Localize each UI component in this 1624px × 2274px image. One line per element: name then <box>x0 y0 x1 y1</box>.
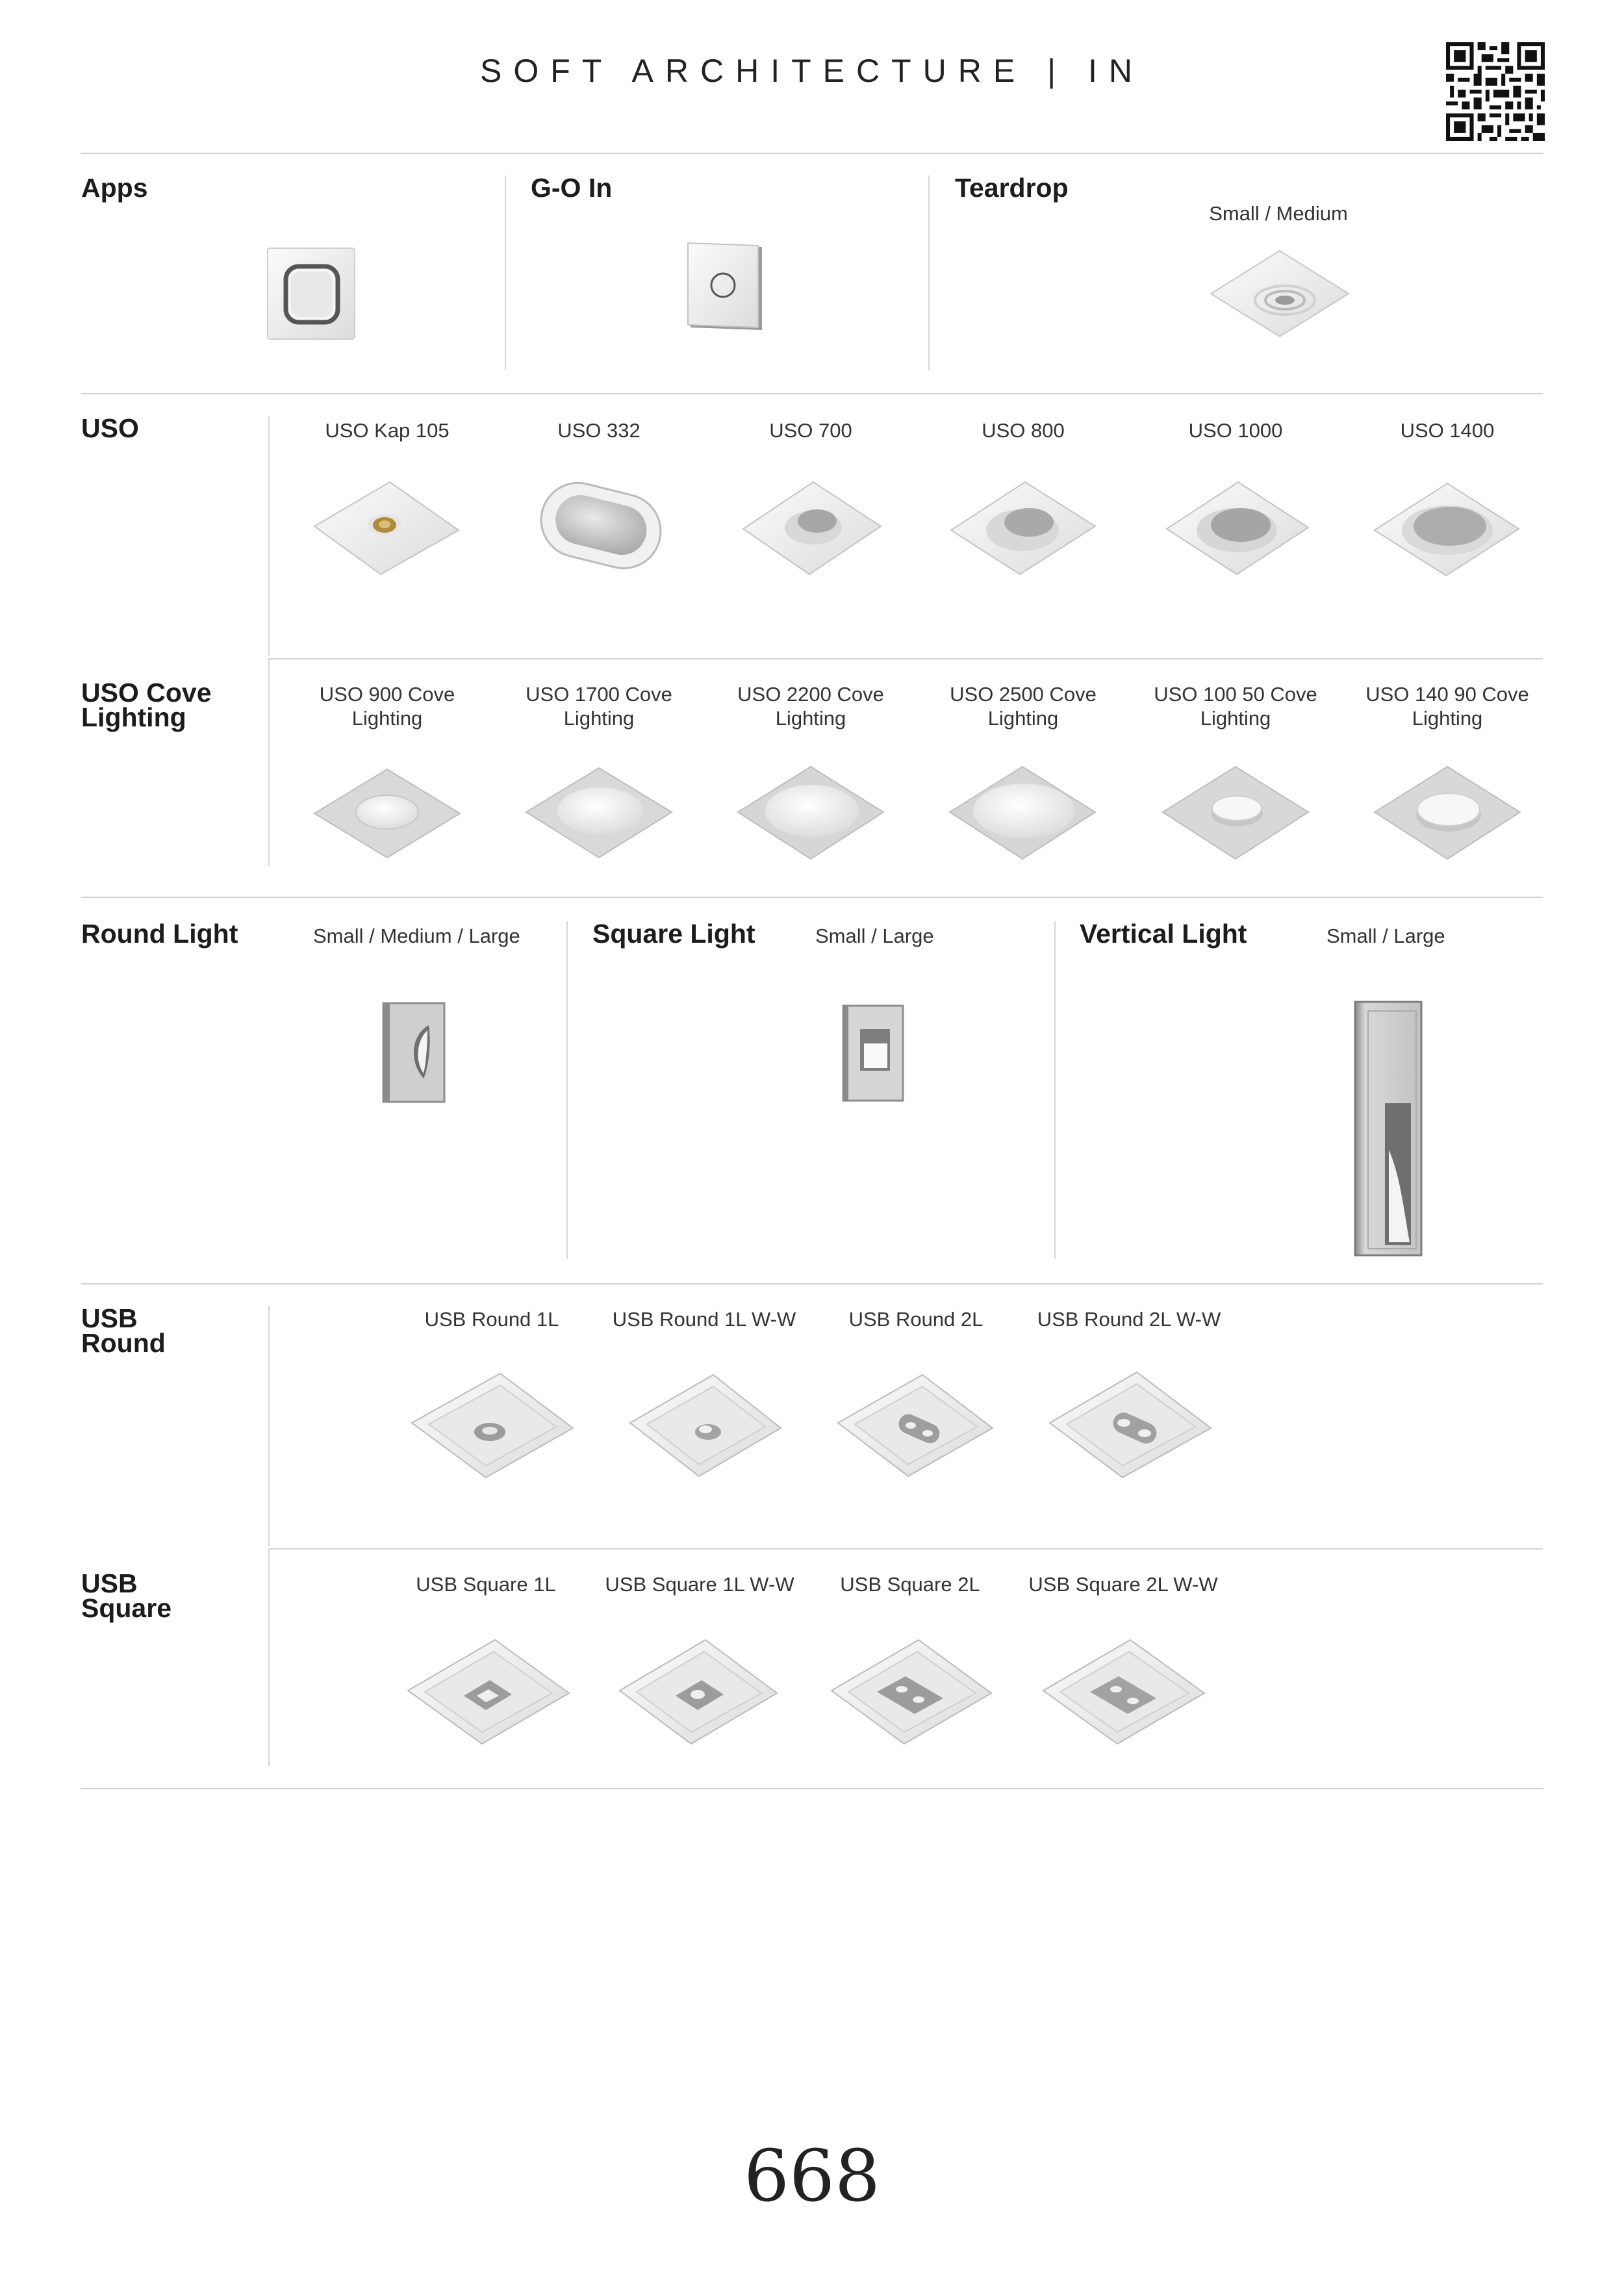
bottom-rule <box>81 1788 1543 1789</box>
divider <box>928 175 930 370</box>
go-in-product-image[interactable] <box>685 242 767 333</box>
uso-800-product-image[interactable] <box>948 479 1098 577</box>
usb-square-2l-product-image[interactable] <box>829 1637 994 1746</box>
usb-square-title-line1: USB <box>81 1568 138 1598</box>
row-rule <box>268 1548 1543 1550</box>
usb-round-title-line1: USB <box>81 1303 138 1333</box>
uso-332-product-image[interactable] <box>533 482 669 573</box>
usb-round-2l-w-w-product-image[interactable] <box>1047 1370 1213 1480</box>
usb-square-1l-w-w-product-image[interactable] <box>617 1637 780 1746</box>
row-rule <box>81 897 1543 898</box>
header-rule <box>81 153 1543 154</box>
usb-square-2l-w-w-product-image[interactable] <box>1041 1637 1207 1746</box>
usb-round-2l-product-image[interactable] <box>835 1372 995 1479</box>
usb-square-item-label: USB Square 1L W-W <box>605 1573 794 1596</box>
apps-product-image[interactable] <box>266 247 357 341</box>
uso-140-90-cove-product-image[interactable] <box>1372 764 1523 862</box>
usb-square-item-label: USB Square 2L <box>840 1573 980 1596</box>
uso-cove-item-label: USO 900 Cove Lighting <box>319 683 455 730</box>
round-light-product-image[interactable] <box>382 1002 447 1105</box>
divider <box>1054 921 1056 1259</box>
go-in-title: G-O In <box>531 173 613 203</box>
uso-2200-cove-product-image[interactable] <box>735 764 886 862</box>
uso-cove-item-label: USO 100 50 Cove Lighting <box>1154 683 1317 730</box>
divider <box>268 1548 270 1766</box>
square-light-product-image[interactable] <box>842 1004 906 1103</box>
page-title: SOFT ARCHITECTURE | IN <box>479 53 1144 89</box>
uso-2500-cove-product-image[interactable] <box>947 764 1098 862</box>
uso-item-label: USO 332 <box>557 419 641 442</box>
row-rule <box>81 393 1543 394</box>
teardrop-title: Teardrop <box>955 173 1069 203</box>
divider <box>268 416 270 656</box>
uso-cove-item-label: USO 140 90 Cove Lighting <box>1365 683 1529 730</box>
vertical-light-product-image[interactable] <box>1354 1001 1424 1258</box>
page-number: 668 <box>744 2134 880 2217</box>
uso-700-product-image[interactable] <box>741 479 883 577</box>
apps-title: Apps <box>81 173 148 203</box>
divider <box>268 658 270 866</box>
usb-round-item-label: USB Round 2L W-W <box>1037 1308 1221 1331</box>
qr-code-icon[interactable] <box>1446 42 1545 141</box>
usb-round-1l-product-image[interactable] <box>409 1371 576 1480</box>
teardrop-product-image[interactable] <box>1208 248 1351 339</box>
uso-item-label: USO 700 <box>769 419 852 442</box>
usb-round-item-label: USB Round 2L <box>848 1308 983 1331</box>
uso-kap-105-product-image[interactable] <box>312 479 461 577</box>
uso-item-label: USO 800 <box>982 419 1065 442</box>
uso-1700-cove-product-image[interactable] <box>524 765 674 860</box>
usb-round-1l-w-w-product-image[interactable] <box>628 1372 783 1479</box>
usb-round-item-label: USB Round 1L <box>424 1308 559 1331</box>
uso-cove-item-label: USO 2200 Cove Lighting <box>737 683 884 730</box>
divider <box>268 1306 270 1546</box>
uso-cove-item-label: USO 1700 Cove Lighting <box>526 683 672 730</box>
uso-1000-product-image[interactable] <box>1164 479 1311 577</box>
vertical-light-title: Vertical Light <box>1080 919 1247 949</box>
row-rule <box>268 658 1543 659</box>
uso-100-50-cove-product-image[interactable] <box>1160 764 1311 862</box>
uso-title: USO <box>81 413 139 443</box>
uso-900-cove-product-image[interactable] <box>312 767 463 860</box>
divider <box>505 175 506 370</box>
divider <box>566 921 568 1259</box>
usb-square-item-label: USB Square 1L <box>416 1573 556 1596</box>
teardrop-sizes: Small / Medium <box>1209 202 1348 225</box>
square-light-title: Square Light <box>592 919 755 949</box>
uso-cove-item-label: USO 2500 Cove Lighting <box>950 683 1097 730</box>
uso-item-label: USO 1000 <box>1188 419 1283 442</box>
round-light-sizes: Small / Medium / Large <box>313 925 520 947</box>
uso-1400-product-image[interactable] <box>1372 481 1521 578</box>
uso-item-label: USO Kap 105 <box>325 419 450 442</box>
vertical-light-sizes: Small / Large <box>1326 925 1445 947</box>
uso-cove-title-line2: Lighting <box>81 702 186 732</box>
usb-round-item-label: USB Round 1L W-W <box>612 1308 796 1331</box>
row-rule <box>81 1283 1543 1284</box>
usb-square-item-label: USB Square 2L W-W <box>1028 1573 1218 1596</box>
usb-square-1l-product-image[interactable] <box>405 1637 572 1746</box>
usb-round-title-line2: Round <box>81 1328 166 1358</box>
uso-item-label: USO 1400 <box>1400 419 1495 442</box>
round-light-title: Round Light <box>81 919 238 949</box>
uso-cove-title-line1: USO Cove <box>81 678 212 708</box>
square-light-sizes: Small / Large <box>815 925 934 947</box>
usb-square-title-line2: Square <box>81 1593 171 1623</box>
